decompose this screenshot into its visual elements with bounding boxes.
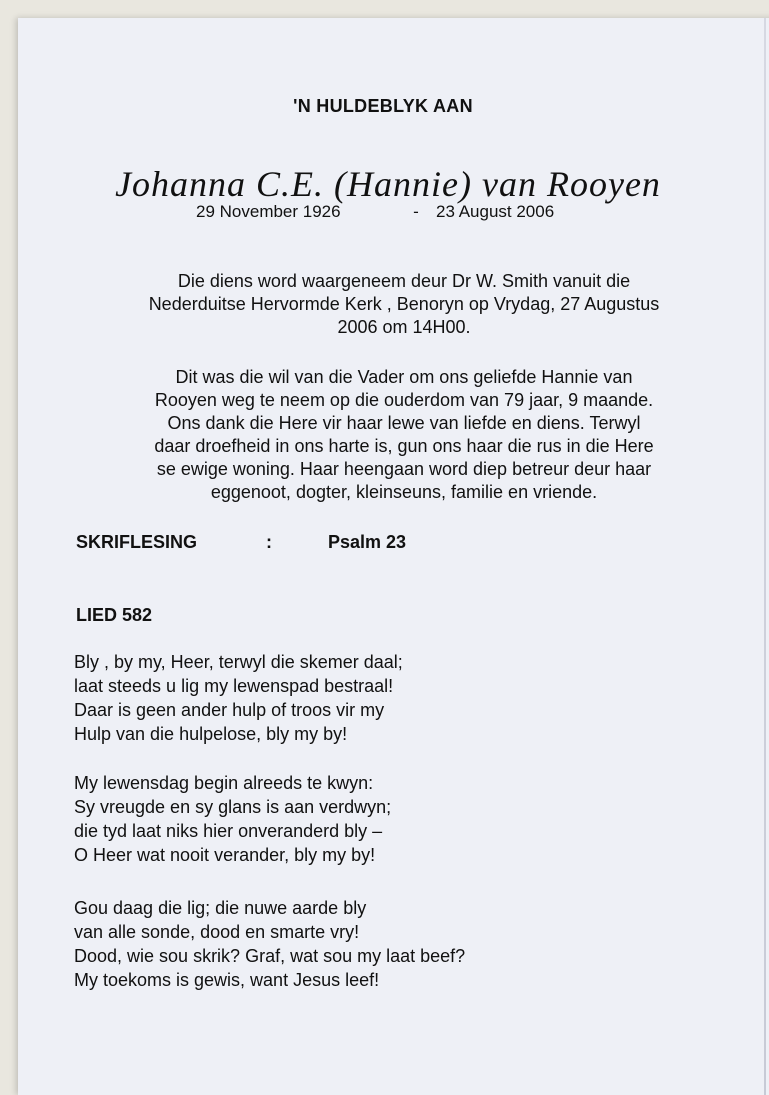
hymn-line: My lewensdag begin alreeds te kwyn: <box>74 773 374 793</box>
hymn-stanza-2 <box>74 771 694 867</box>
hymn-line: van alle sonde, dood en smarte vry! <box>74 922 360 942</box>
tribute-line: daar droefheid in ons harte is, gun ons haar die rus in die Here <box>154 436 654 456</box>
hymn-line: die tyd laat niks hier onveranderd bly – <box>74 821 383 841</box>
birth-date: 29 November 1926 <box>196 202 341 221</box>
reading-value: Psalm 23 <box>328 532 407 552</box>
deceased-name: Johanna C.E. (Hannie) van Rooyen <box>115 164 661 204</box>
hymn-title: LIED 582 <box>76 605 153 625</box>
tribute-line: Ons dank die Here vir haar lewe van liefde en diens. Terwyl <box>167 413 641 433</box>
tribute-heading: 'N HULDEBLYK AAN <box>293 96 473 116</box>
life-dates <box>196 202 636 222</box>
hymn-line: Bly , by my, Heer, terwyl die skemer daal; <box>74 652 403 672</box>
hymn-line: Hulp van die hulpelose, bly my by! <box>74 724 348 744</box>
service-details <box>74 270 734 339</box>
service-line: Nederduitse Hervormde Kerk , Benoryn op Vrydag, 27 Augustus <box>148 294 660 314</box>
tribute-line: Dit was die wil van die Vader om ons geliefde Hannie van <box>175 367 633 387</box>
tribute-text <box>74 366 734 504</box>
hymn-line: Gou daag die lig; die nuwe aarde bly <box>74 898 367 918</box>
reading-label: SKRIFLESING <box>76 532 198 552</box>
scripture-reading <box>76 532 406 553</box>
hymn-line: O Heer wat nooit verander, bly my by! <box>74 845 376 865</box>
page-fold <box>764 18 766 1095</box>
tribute-line: se ewige woning. Haar heengaan word diep betreur deur haar <box>156 459 652 479</box>
hymn-line: Dood, wie sou skrik? Graf, wat sou my laat beef? <box>74 946 466 966</box>
hymn-line: laat steeds u lig my lewenspad bestraal! <box>74 676 394 696</box>
memorial-card <box>18 18 769 1095</box>
reading-colon: : <box>266 532 272 552</box>
tribute-line: eggenoot, dogter, kleinseuns, familie en vriende. <box>210 482 598 502</box>
hymn-line: Sy vreugde en sy glans is aan verdwyn; <box>74 797 392 817</box>
service-line: Die diens word waargeneem deur Dr W. Smith vanuit die <box>177 271 631 291</box>
hymn-stanza-3 <box>74 896 694 992</box>
date-separator: - <box>413 202 419 221</box>
hymn-line: My toekoms is gewis, want Jesus leef! <box>74 970 380 990</box>
service-line: 2006 om 14H00. <box>337 317 471 337</box>
tribute-line: Rooyen weg te neem op die ouderdom van 79 jaar, 9 maande. <box>154 390 654 410</box>
hymn-line: Daar is geen ander hulp of troos vir my <box>74 700 385 720</box>
death-date: 23 August 2006 <box>436 202 555 221</box>
hymn-stanza-1 <box>74 650 694 746</box>
